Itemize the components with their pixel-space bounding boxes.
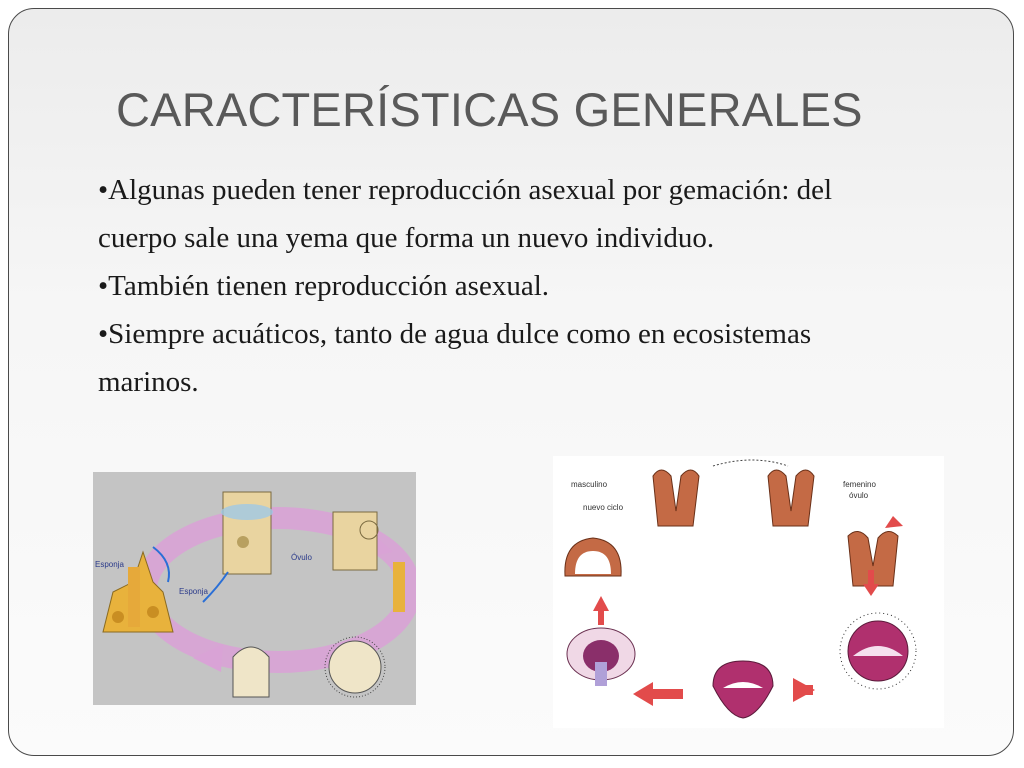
sponge-cycle-illustration xyxy=(93,472,416,705)
sponge-section-icon xyxy=(221,492,273,574)
larva-settling-icon xyxy=(567,628,635,686)
label-esponja-b: Esponja xyxy=(179,587,208,596)
sponge-tissue-icon xyxy=(333,512,378,570)
label-ovulo-right: óvulo xyxy=(849,491,869,500)
sponge-life-cycle-figure xyxy=(93,472,416,705)
larva-ciliated-icon xyxy=(840,613,916,689)
bullet-list xyxy=(98,166,858,406)
sponge-female-icon xyxy=(768,470,814,526)
label-esponja-a: Esponja xyxy=(95,560,124,569)
reproduction-cycle-illustration xyxy=(553,456,944,728)
bullet-item-gemacion: •Algunas pueden tener reproducción asexual por gemación: del cuerpo sale una yema que forma un nuevo individuo. xyxy=(98,174,833,254)
label-femenino: femenino xyxy=(843,480,876,489)
bullet-item-acuaticos: •Siempre acuáticos, tanto de agua dulce como en ecosistemas marinos. xyxy=(98,318,812,398)
reproduction-cycle-figure xyxy=(553,456,944,728)
sponge-male-icon xyxy=(653,470,699,526)
slide-title: CARACTERÍSTICAS GENERALES xyxy=(116,83,863,136)
bullet-item-reproduccion: •También tienen reproducción asexual. xyxy=(98,270,550,302)
label-masculino: masculino xyxy=(571,480,608,489)
larva-cup-icon xyxy=(713,661,773,718)
label-ovulo-left: Óvulo xyxy=(291,553,312,562)
sponge-young-icon xyxy=(565,538,621,576)
label-nuevo-ciclo: nuevo ciclo xyxy=(583,503,624,512)
